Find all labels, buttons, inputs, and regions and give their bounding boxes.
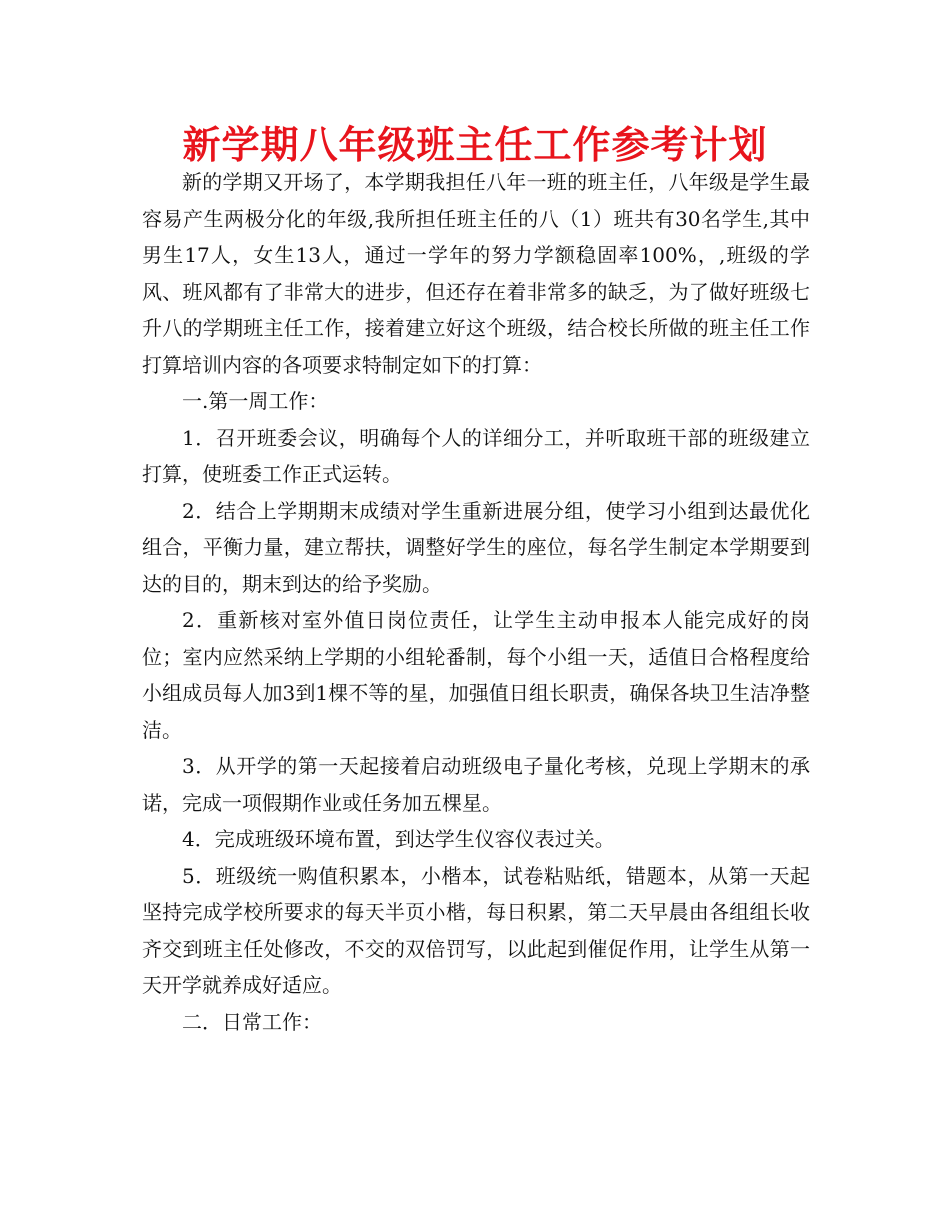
list-item-3: 3．从开学的第一天起接着启动班级电子量化考核，兑现上学期末的承诺，完成一项假期作业或任务加五棵星。 <box>142 754 810 815</box>
list-item-4: 4．完成班级环境布置，到达学生仪容仪表过关。 <box>182 827 615 851</box>
section-heading-daily-work: 二．日常工作： <box>182 1009 322 1034</box>
list-item-2a: 2．结合上学期期末成绩对学生重新进展分组，使学习小组到达最优化组合，平衡力量，建立帮扶，调整好学生的座位，每名学生制定本学期要到达的目的，期末到达的给予奖励。 <box>142 498 810 596</box>
section-heading-first-week: 一.第一周工作： <box>182 389 329 413</box>
list-item-5: 5．班级统一购值积累本，小楷本，试卷粘贴纸，错题本，从第一天起坚持完成学校所要求的每天半页小楷，每日积累，第二天早晨由各组组长收齐交到班主任处修改，不交的双倍罚写，以此起到催促作用，让学生从第一天开学就养成好适应。 <box>142 863 810 997</box>
list-item-2b: 2．重新核对室外值日岗位责任，让学生主动申报本人能完成好的岗位；室内应然采纳上学期的小组轮番制，每个小组一天，适值日合格程度给小组成员每人加3到1棵不等的星，加强值日组长职责，确保各块卫生洁净整洁。 <box>142 608 810 742</box>
document-body <box>142 164 810 1040</box>
intro-paragraph: 新的学期又开场了，本学期我担任八年一班的班主任，八年级是学生最容易产生两极分化的年级,我所担任班主任的八（1）班共有30名学生,其中男生17人，女生13人，通过一学年的努力学额稳固率100%，,班级的学风、班风都有了非常大的进步，但还存在着非常多的缺乏，为了做好班级七升八的学期班主任工作，接着建立好这个班级，结合校长所做的班主任工作打算培训内容的各项要求特制定如下的打算： <box>142 170 810 377</box>
document-title: 新学期八年级班主任工作参考计划 <box>182 123 768 167</box>
list-item-1: 1．召开班委会议，明确每个人的详细分工，并听取班干部的班级建立打算，使班委工作正式运转。 <box>142 425 810 486</box>
